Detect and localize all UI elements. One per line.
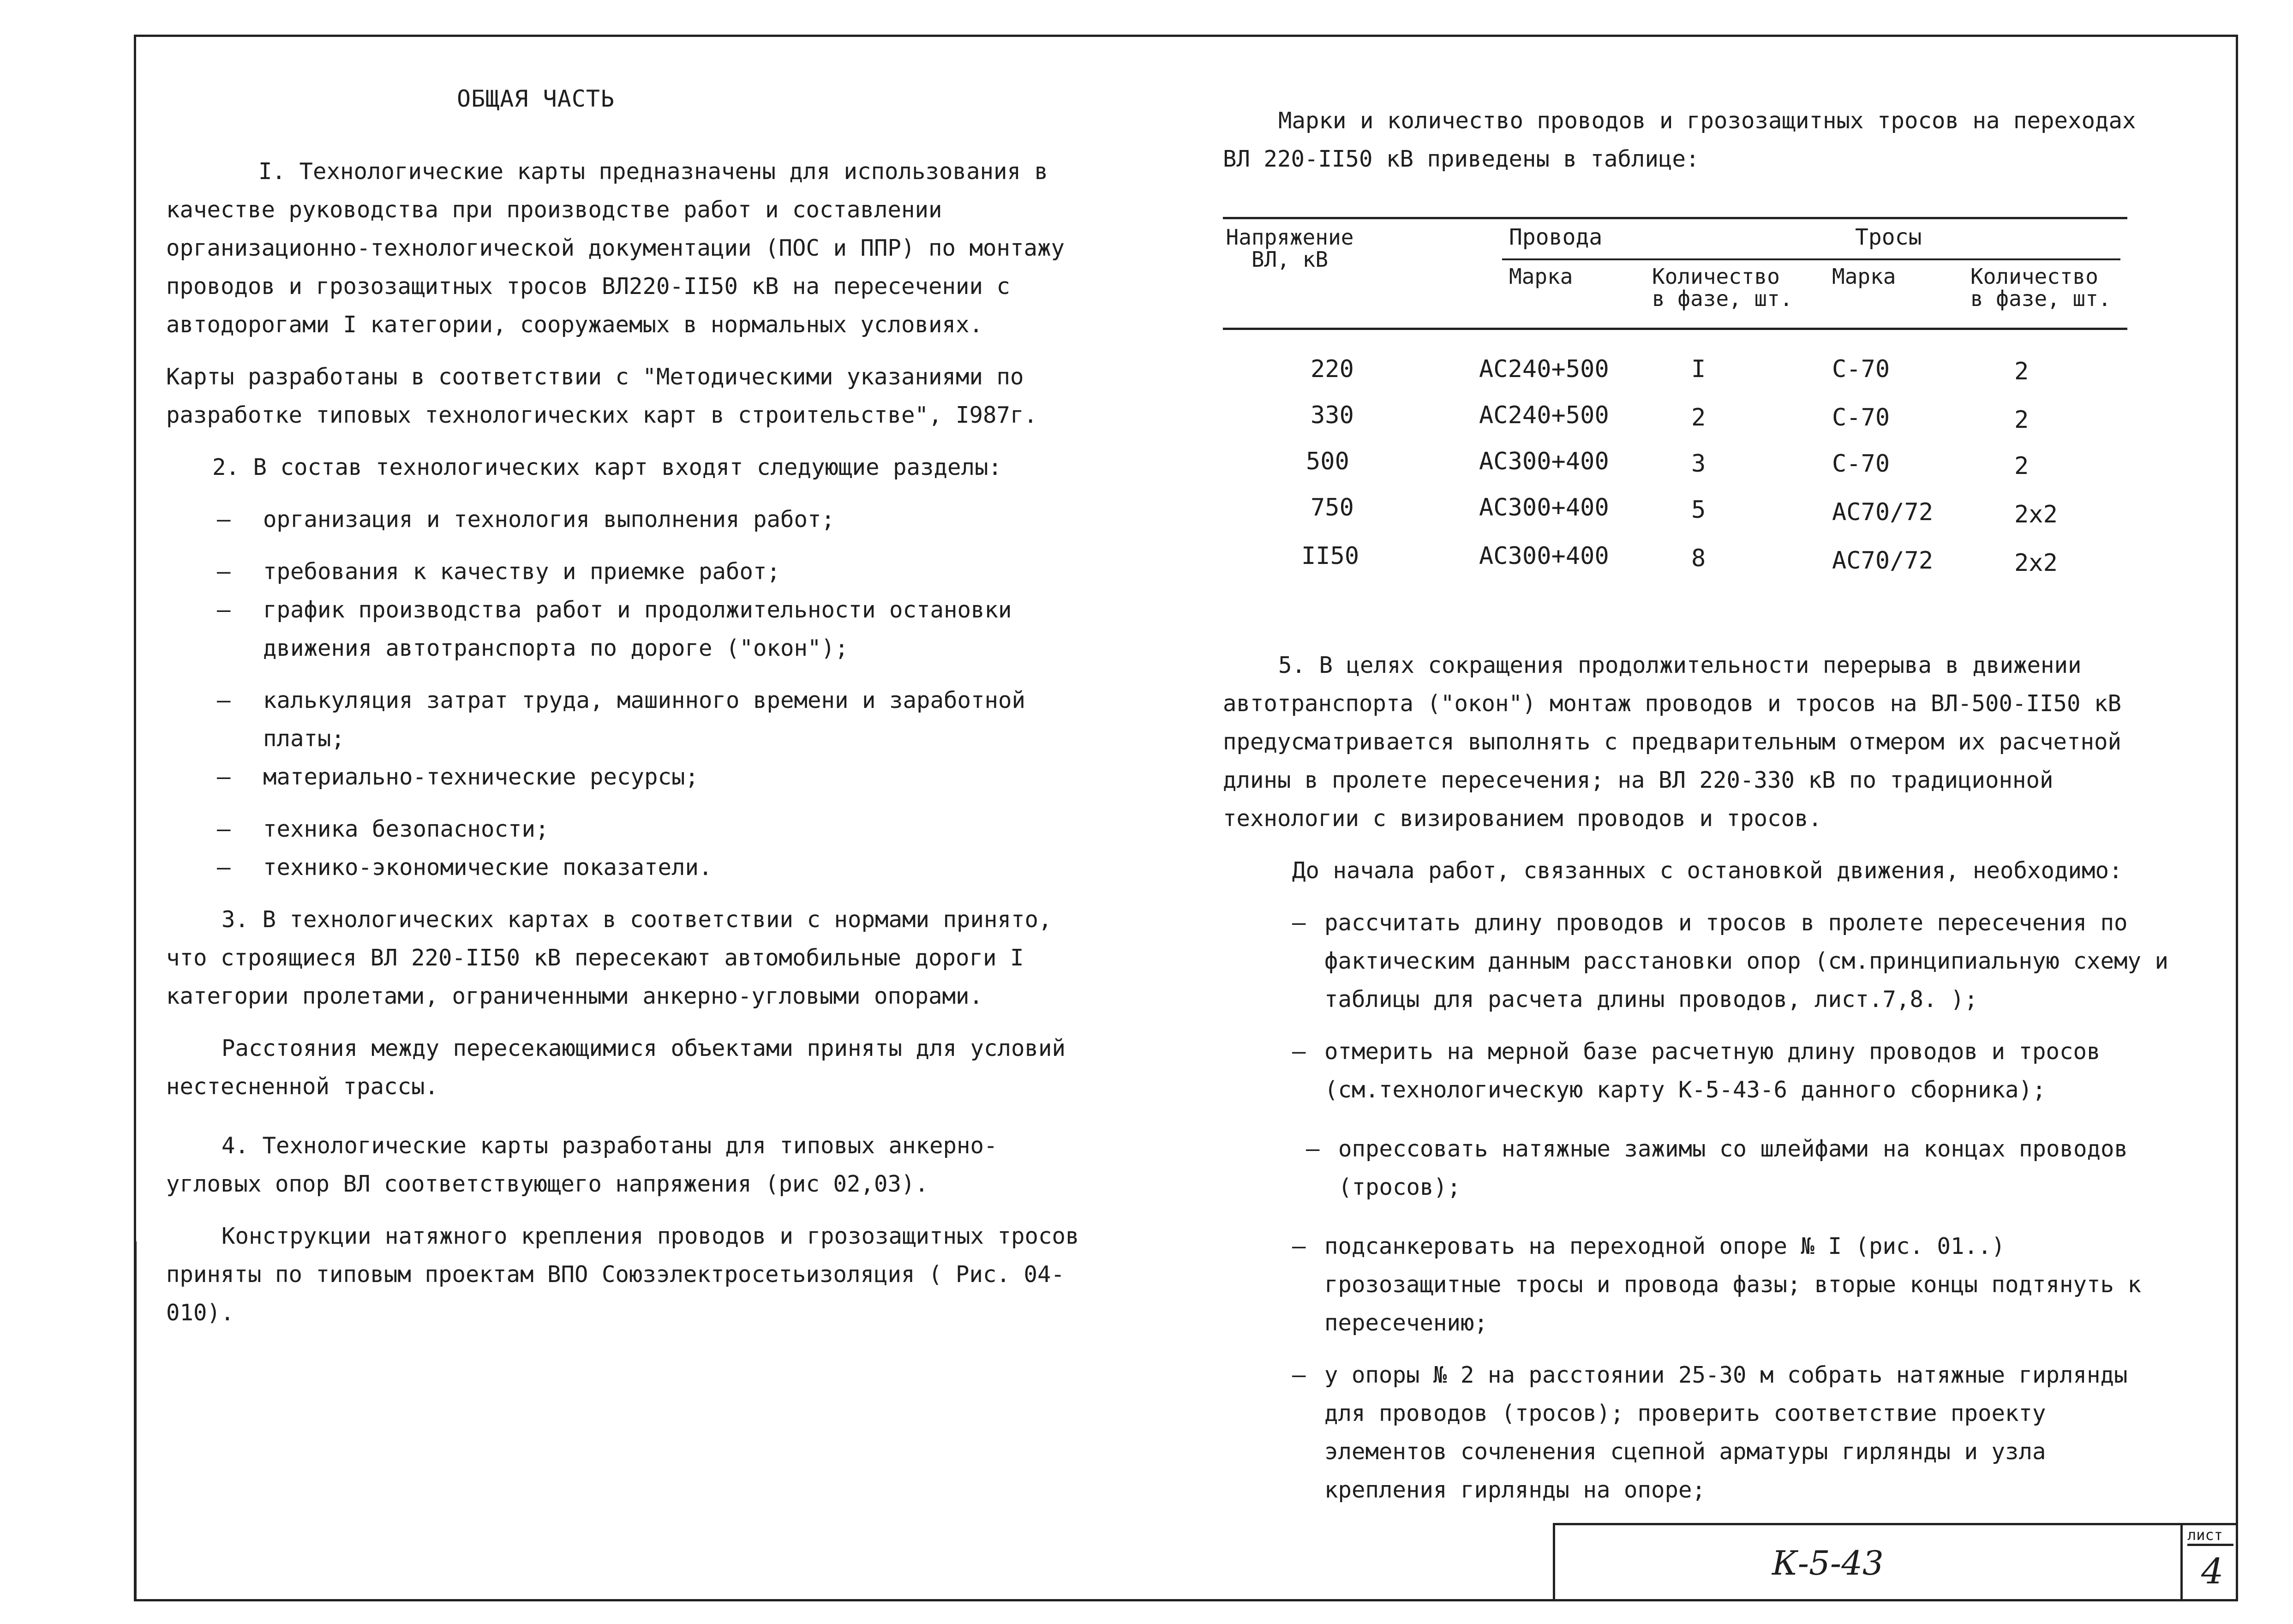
- list-item: – у опоры № 2 на расстоянии 25-30 м собрать натяжные гирлянды для проводов (тросов); проверить соответствие проекту элементов сочленения сцепной арматуры гирлянды и узла крепления гирлянды на опоре;: [1292, 1362, 2128, 1503]
- header-wires: Провода: [1509, 224, 1603, 250]
- table-cell: С-70: [1832, 450, 1890, 478]
- table-cell: I: [1691, 355, 1706, 383]
- table-cell: АС300+400: [1479, 542, 1609, 570]
- table-cell: 500: [1306, 448, 1349, 475]
- table-cell: С-70: [1832, 355, 1890, 383]
- list-item: – техника безопасности;: [217, 816, 549, 842]
- header-sub-rule: [1502, 258, 2120, 260]
- section-title: ОБЩАЯ ЧАСТЬ: [457, 85, 615, 112]
- list-item: – опрессовать натяжные зажимы со шлейфами на концах проводов (тросов);: [1306, 1136, 2128, 1200]
- document-code: К-5-43: [1772, 1544, 1884, 1582]
- list-item: – технико-экономические показатели.: [217, 854, 712, 881]
- table-cell: АС70/72: [1832, 547, 1934, 575]
- header-ropes: Тросы: [1855, 224, 1922, 250]
- paragraph-6: 4. Технологические карты разработаны для типовых анкерно-угловых опор ВЛ соответствующего напряжения (рис 02,03).: [166, 1133, 998, 1197]
- table-cell: 2: [2014, 406, 2029, 434]
- title-block: [1553, 1523, 2238, 1601]
- paragraph-3: 2. В состав технологических карт входят следующие разделы:: [212, 454, 1002, 480]
- table-cell: 5: [1691, 496, 1706, 524]
- table-cell: II50: [1301, 542, 1359, 570]
- paragraph-4: 3. В технологических картах в соответствии с нормами принято, что строящиеся ВЛ 220-II50 кВ пересекают автомобильные дороги I категории пролетами, ограниченными анкерно-угловыми опорами.: [166, 906, 1052, 1009]
- table-cell: 2: [2014, 452, 2029, 480]
- list-item: – подсанкеровать на переходной опоре № I (рис. 01..) грозозащитные тросы и провода фазы; вторые концы подтянуть к пересечению;: [1292, 1233, 2142, 1336]
- table-cell: 2: [1691, 404, 1706, 431]
- paragraph-5: Расстояния между пересекающимися объектами приняты для условий нестесненной трассы.: [166, 1035, 1066, 1100]
- header-bottom-rule: [1223, 328, 2127, 330]
- header-mark-ropes: Марка: [1832, 264, 1896, 289]
- table-cell: АС300+400: [1479, 494, 1609, 521]
- sheet-number: 4: [2201, 1551, 2224, 1592]
- header-count: Количество в фазе, шт.: [1652, 264, 1793, 311]
- table-cell: 3: [1691, 450, 1706, 478]
- table-cell: 2: [2014, 358, 2029, 385]
- table-cell: 330: [1311, 402, 1354, 429]
- list-item: – требования к качеству и приемке работ;: [217, 558, 781, 585]
- table-cell: С-70: [1832, 404, 1890, 431]
- sheet-box: [2180, 1525, 2238, 1601]
- table-cell: 750: [1311, 494, 1354, 521]
- table-cell: АС240+500: [1479, 402, 1609, 429]
- list-item: – график производства работ и продолжительности остановки движения автотранспорта по дороге ("окон");: [217, 597, 1012, 661]
- right-column: [1223, 646, 2169, 1509]
- left-column: [166, 74, 1089, 1332]
- table-cell: АС70/72: [1832, 498, 1934, 526]
- margin-line: [134, 1241, 137, 1601]
- paragraph-5-right: 5. В целях сокращения продолжительности перерыва в движении автотранспорта ("окон") монтаж проводов и тросов на ВЛ-500-II50 кВ предусматривается выполнять с предварительным отмером их расчетной длины в пролете пересечения; на ВЛ 220-330 кВ по традиционной технологии с визированием проводов и тросов.: [1223, 652, 2122, 832]
- paragraph-2: Карты разработаны в соответствии с "Методическими указаниями по разработке типовых технологических карт в строительстве", I987г.: [166, 364, 1038, 428]
- header-count-ropes: Количество в фазе, шт.: [1970, 264, 2111, 311]
- header-voltage: Напряжение ВЛ, кВ: [1226, 225, 1354, 272]
- table-cell: 8: [1691, 545, 1706, 572]
- paragraph-1: I. Технологические карты предназначены для использования в качестве руководства при производстве работ и составлении организационно-технологической документации (ПОС и ППР) по монтажу проводов и грозозащитных тросов ВЛ220-II50 кВ на пересечении с автодорогами I категории, сооружаемых в нормальных условиях.: [166, 158, 1065, 338]
- list-item: – рассчитать длину проводов и тросов в пролете пересечения по фактическим данным расстановки опор (см.принципиальную схему и таблицы для расчета длины проводов, лист.7,8. );: [1292, 910, 2169, 1013]
- list-item: – организация и технология выполнения работ;: [217, 506, 835, 533]
- table-cell: АС240+500: [1479, 355, 1609, 383]
- table-cell: 2х2: [2014, 549, 2058, 577]
- header-mark: Марка: [1509, 264, 1573, 289]
- list-item: – материально-технические ресурсы;: [217, 764, 699, 790]
- table-top-rule: [1223, 217, 2127, 219]
- paragraph-6-right: До начала работ, связанных с остановкой движения, необходимо:: [1292, 857, 2123, 884]
- list-item: – калькуляция затрат труда, машинного времени и заработной платы;: [217, 687, 1026, 752]
- list-item: – отмерить на мерной базе расчетную длину проводов и тросов (см.технологическую карту К-5-43-6 данного сборника);: [1292, 1038, 2101, 1103]
- paragraph-7: Конструкции натяжного крепления проводов и грозозащитных тросов приняты по типовым проектам ВПО Союзэлектросетьизоляция ( Рис. 04-010).: [166, 1223, 1079, 1326]
- table-cell: 220: [1311, 355, 1354, 383]
- table-cell: 2х2: [2014, 501, 2058, 528]
- sheet-label: лист: [2187, 1526, 2233, 1546]
- table-intro: Марки и количество проводов и грозозащитных тросов на переходах ВЛ 220-II50 кВ приведены в таблице:: [1223, 108, 2136, 172]
- table-cell: АС300+400: [1479, 448, 1609, 475]
